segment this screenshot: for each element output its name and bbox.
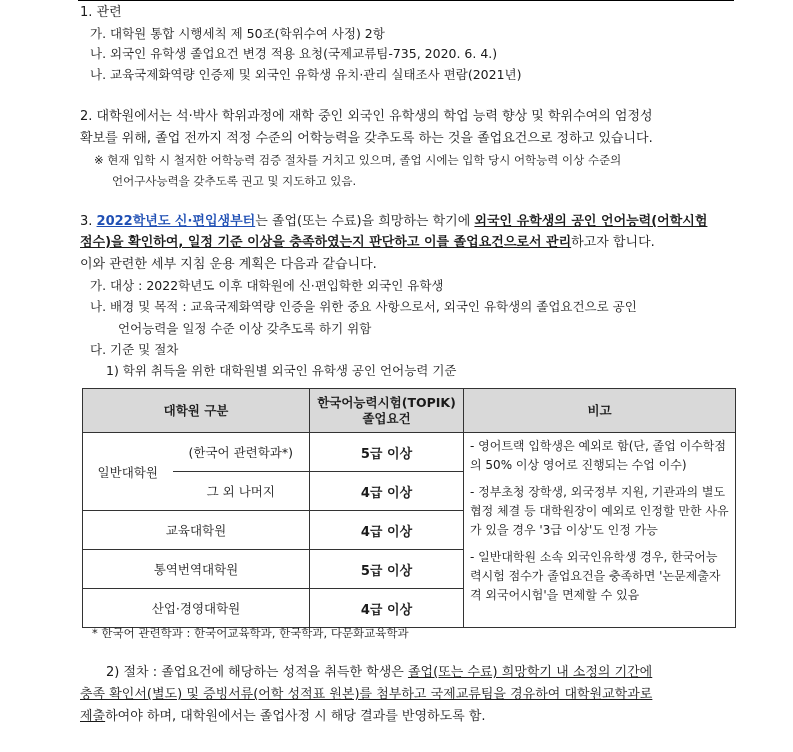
section-3-na-2: 언어능력을 일정 수준 이상 갖추도록 하기 위함: [118, 321, 372, 336]
general-graduate-school: 일반대학원: [83, 433, 173, 511]
remarks-cell: [464, 433, 736, 628]
table-row: [83, 433, 736, 472]
procedure-line-1: [106, 664, 652, 681]
section-2-note-1: ※ 현재 입학 시 철저한 어학능력 검증 절차를 거치고 있으며, 졸업 시에는 입학 당시 어학능력 이상 수준의: [94, 153, 622, 167]
row-name: 교육대학원: [83, 511, 310, 550]
row-name: 통역번역대학원: [83, 550, 310, 589]
section-3-bold-1: 외국인 유학생의 공인 언어능력(어학시험: [474, 214, 708, 229]
procedure-underline-1: 졸업(또는 수료) 희망학기 내 소정의 기간에: [407, 665, 653, 680]
section-3-line-1: [80, 213, 707, 230]
remark-1: - 영어트랙 입학생은 예외로 함(단, 졸업 이수학점의 50% 이상 영어로 진행되는 수업 이수): [470, 439, 726, 472]
header-remarks: 비고: [464, 389, 736, 433]
section-2-line-2: 확보를 위해, 졸업 전까지 적정 수준의 어학능력을 갖추도록 하는 것을 졸업요건으로 정하고 있습니다.: [80, 131, 653, 146]
section-1-item-3: 나. 교육국제화역량 인증제 및 외국인 유학생 유치·관리 실태조사 편람(2021년): [90, 67, 522, 82]
top-border: [78, 0, 734, 1]
header-graduate-school: 대학원 구분: [83, 389, 310, 433]
table-header-row: [83, 389, 736, 433]
section-3-prefix: 3.: [80, 214, 97, 229]
procedure-line-2: [80, 686, 652, 703]
procedure-rest: 하여야 하며, 대학원에서는 졸업사정 시 해당 결과를 반영하도록 함.: [105, 709, 486, 724]
section-3-line-2: [80, 234, 655, 251]
section-1-item-1: 가. 대학원 통합 시행세칙 제 50조(학위수여 사정) 2항: [90, 26, 385, 41]
section-3-na-1: 나. 배경 및 목적 : 교육국제화역량 인증을 위한 중요 사항으로서, 외국인 유학생의 졸업요건으로 공인: [90, 299, 637, 314]
section-2-note-2: 언어구사능력을 갖추도록 권고 및 지도하고 있음.: [112, 174, 357, 188]
row-name: (한국어 관련학과*): [173, 433, 310, 472]
procedure-underline-2: 충족 확인서(별도) 및 증빙서류(어학 성적표 원본)를 첨부하고 국제교류팀을 경유하여 대학원교학과로: [80, 687, 653, 702]
row-level: 4급 이상: [310, 511, 464, 550]
row-level: 5급 이상: [310, 550, 464, 589]
section-3-mid: 는 졸업(또는 수료)을 희망하는 학기에: [255, 214, 475, 229]
row-level: 4급 이상: [310, 589, 464, 628]
section-3-da: 다. 기준 및 절차: [90, 342, 179, 357]
section-3-bold-2: 점수)을 확인하여, 일정 기준 이상을 충족하였는지 판단하고 이를 졸업요건으로서 관리: [80, 235, 572, 250]
table-footnote: * 한국어 관련학과 : 한국어교육학과, 한국학과, 다문화교육학과: [92, 626, 409, 640]
section-2-line-1: 2. 대학원에서는 석·박사 학위과정에 재학 중인 외국인 유학생의 학업 능력 향상 및 학위수여의 엄정성: [80, 109, 653, 124]
header-topik-line-2: 졸업요건: [362, 410, 411, 426]
section-3-tail: 하고자 합니다.: [571, 235, 655, 250]
row-name: 그 외 나머지: [173, 472, 310, 511]
procedure-intro: 2) 절차 : 졸업요건에 해당하는 성적을 취득한 학생은: [106, 665, 408, 680]
procedure-line-3: [80, 708, 486, 725]
section-1-title: 1. 관련: [80, 5, 122, 20]
header-topik-line-1: 한국어능력시험(TOPIK): [317, 394, 456, 410]
procedure-underline-3: 제출: [80, 709, 106, 724]
row-name: 산업·경영대학원: [83, 589, 310, 628]
target-cohort-highlight: 2022학년도 신·편입생부터: [96, 214, 256, 229]
section-3-ga: 가. 대상 : 2022학년도 이후 대학원에 신·편입학한 외국인 유학생: [90, 278, 444, 293]
row-level: 5급 이상: [310, 433, 464, 472]
language-requirement-table: [82, 388, 736, 628]
section-1-item-2: 나. 외국인 유학생 졸업요건 변경 적용 요청(국제교류팀-735, 2020. 6. 4.): [90, 46, 498, 61]
section-3-sub-1: 1) 학위 취득을 위한 대학원별 외국인 유학생 공인 언어능력 기준: [106, 363, 457, 378]
remark-2: - 정부초청 장학생, 외국정부 지원, 기관과의 별도 협정 체결 등 대학원장이 예외로 인정할 만한 사유가 있을 경우 '3급 이상'도 인정 가능: [470, 485, 729, 537]
header-topik: [310, 389, 464, 433]
remark-3: - 일반대학원 소속 외국인유학생 경우, 한국어능력시험 점수가 졸업요건을 충족하면 '논문제출자격 외국어시험'을 면제할 수 있음: [470, 550, 721, 602]
section-3-line-3: 이와 관련한 세부 지침 운용 계획은 다음과 같습니다.: [80, 257, 377, 272]
row-level: 4급 이상: [310, 472, 464, 511]
